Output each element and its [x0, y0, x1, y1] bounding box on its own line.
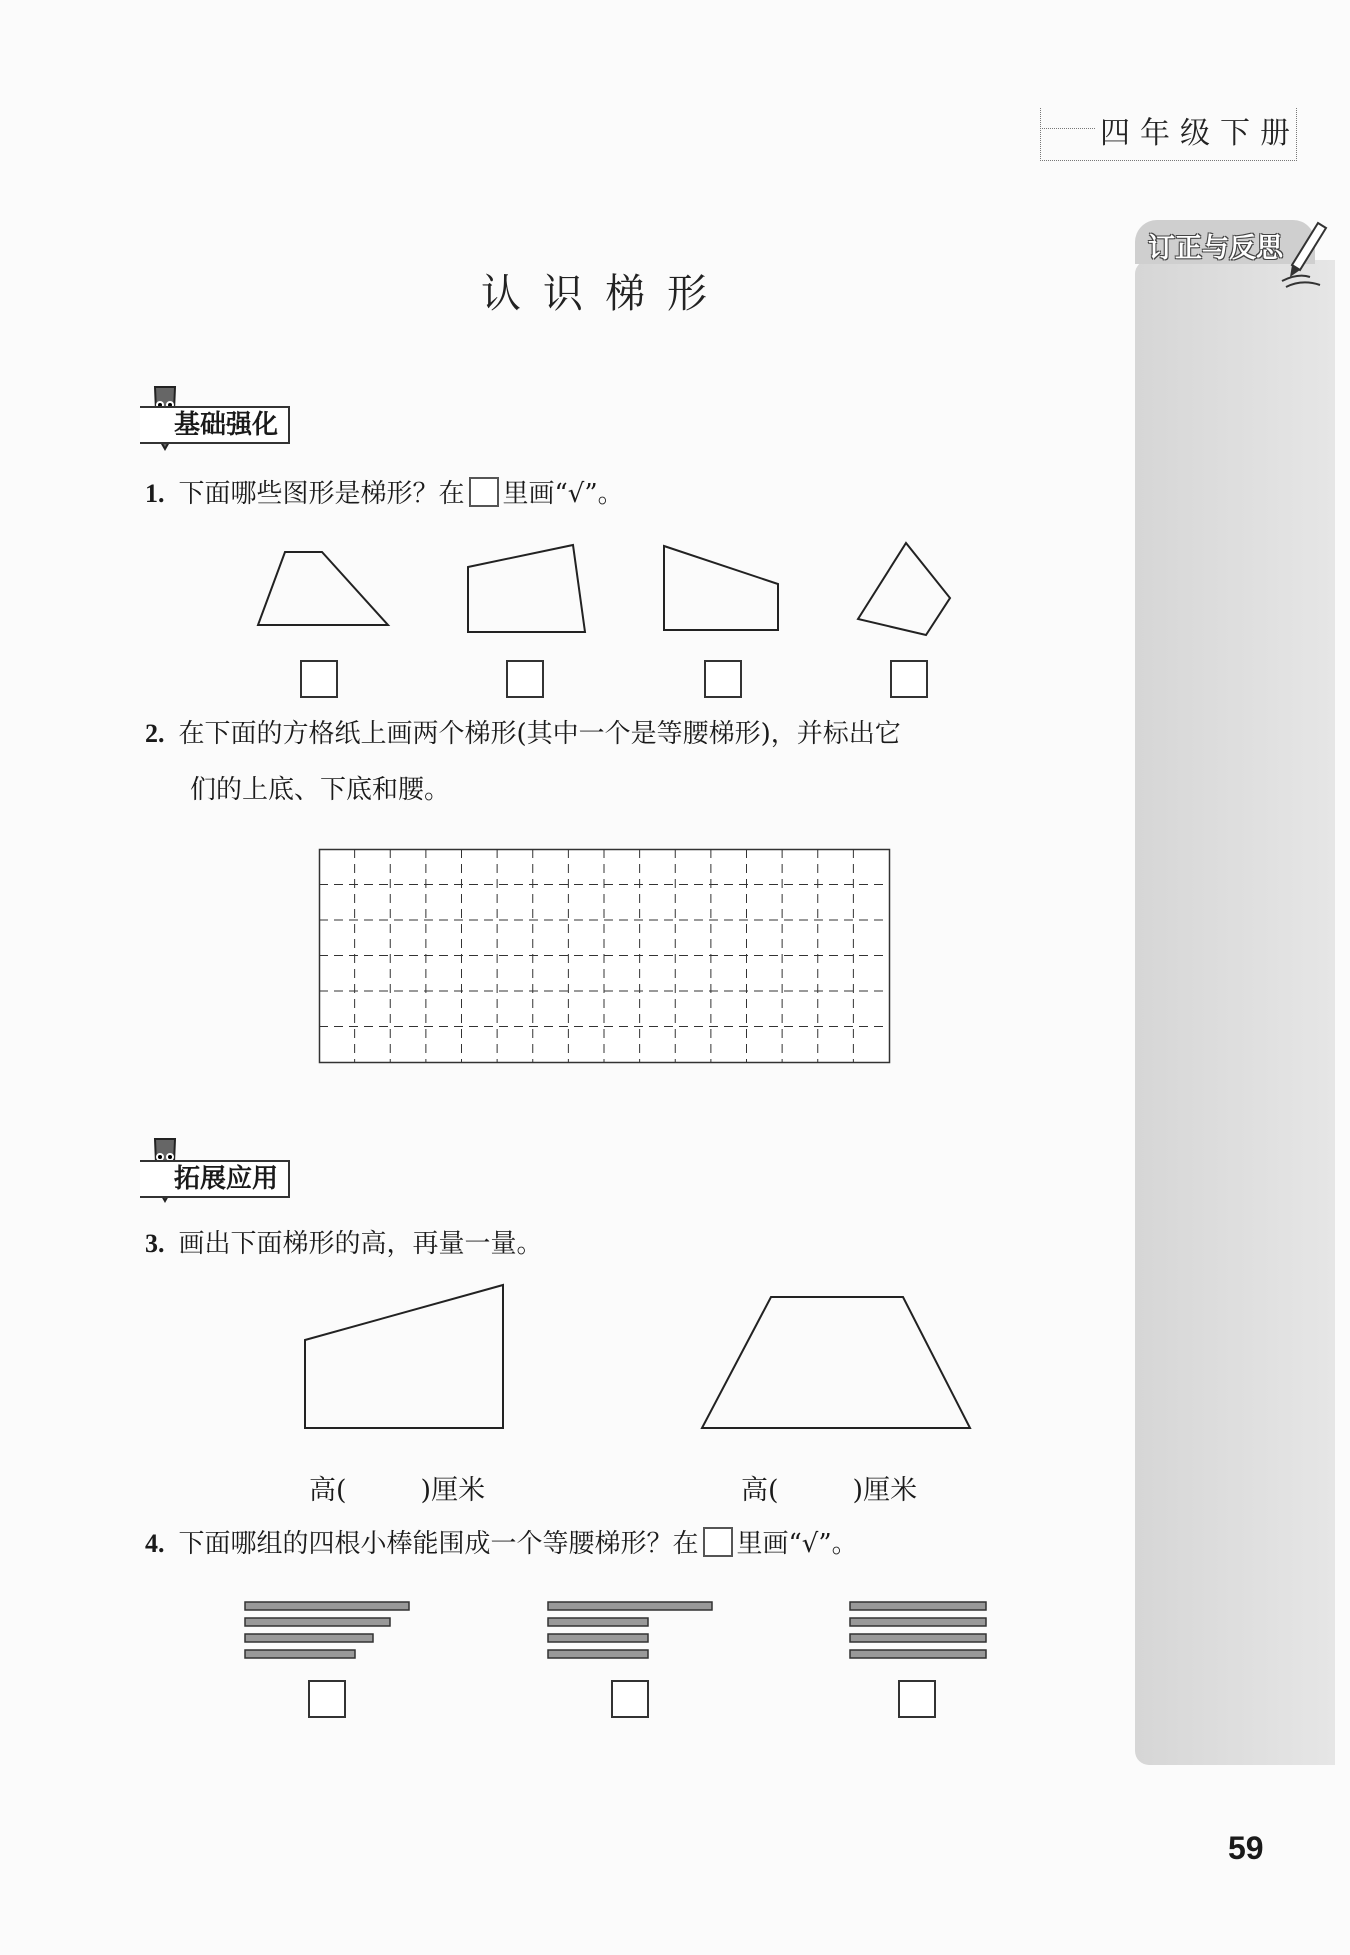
height-prefix-1: 高(	[309, 1475, 347, 1506]
grade-label: 四年级下册	[1100, 116, 1300, 151]
question-3-text: 画出下面梯形的高，再量一量。	[178, 1229, 543, 1259]
height-suffix-1: )厘米	[420, 1475, 486, 1506]
question-4-text-before: 下面哪组的四根小棒能围成一个等腰梯形？在	[178, 1529, 699, 1559]
question-4-number: 4.	[145, 1529, 165, 1558]
question-2-number: 2.	[145, 719, 165, 748]
height-suffix-2: )厘米	[852, 1475, 918, 1506]
question-1-text-after: 里画“√”。	[502, 479, 624, 509]
section-tag-extend: 拓展应用	[140, 1160, 290, 1198]
review-title: 订正与反思	[1148, 233, 1283, 264]
page-title: 认识梯形	[481, 271, 729, 317]
answer-box-group-b[interactable]	[611, 1680, 649, 1718]
question-2-text-1: 在下面的方格纸上画两个梯形(其中一个是等腰梯形)，并标出它	[178, 719, 901, 749]
question-1-number: 1.	[145, 479, 165, 508]
question-1-text-before: 下面哪些图形是梯形？在	[178, 479, 465, 509]
section-tag-basic: 基础强化	[140, 406, 290, 444]
answer-box-group-c[interactable]	[898, 1680, 936, 1718]
height-prefix-2: 高(	[741, 1475, 779, 1506]
question-3-number: 3.	[145, 1229, 165, 1258]
stick-group-c	[850, 1602, 986, 1658]
stick-group-b	[548, 1602, 712, 1658]
page-number: 59	[1228, 1830, 1264, 1866]
answer-box-group-a[interactable]	[308, 1680, 346, 1718]
stick-group-a	[245, 1602, 409, 1658]
question-2-line-2: 们的上底、下底和腰。	[190, 775, 451, 805]
question-4-text-after: 里画“√”。	[736, 1529, 858, 1559]
